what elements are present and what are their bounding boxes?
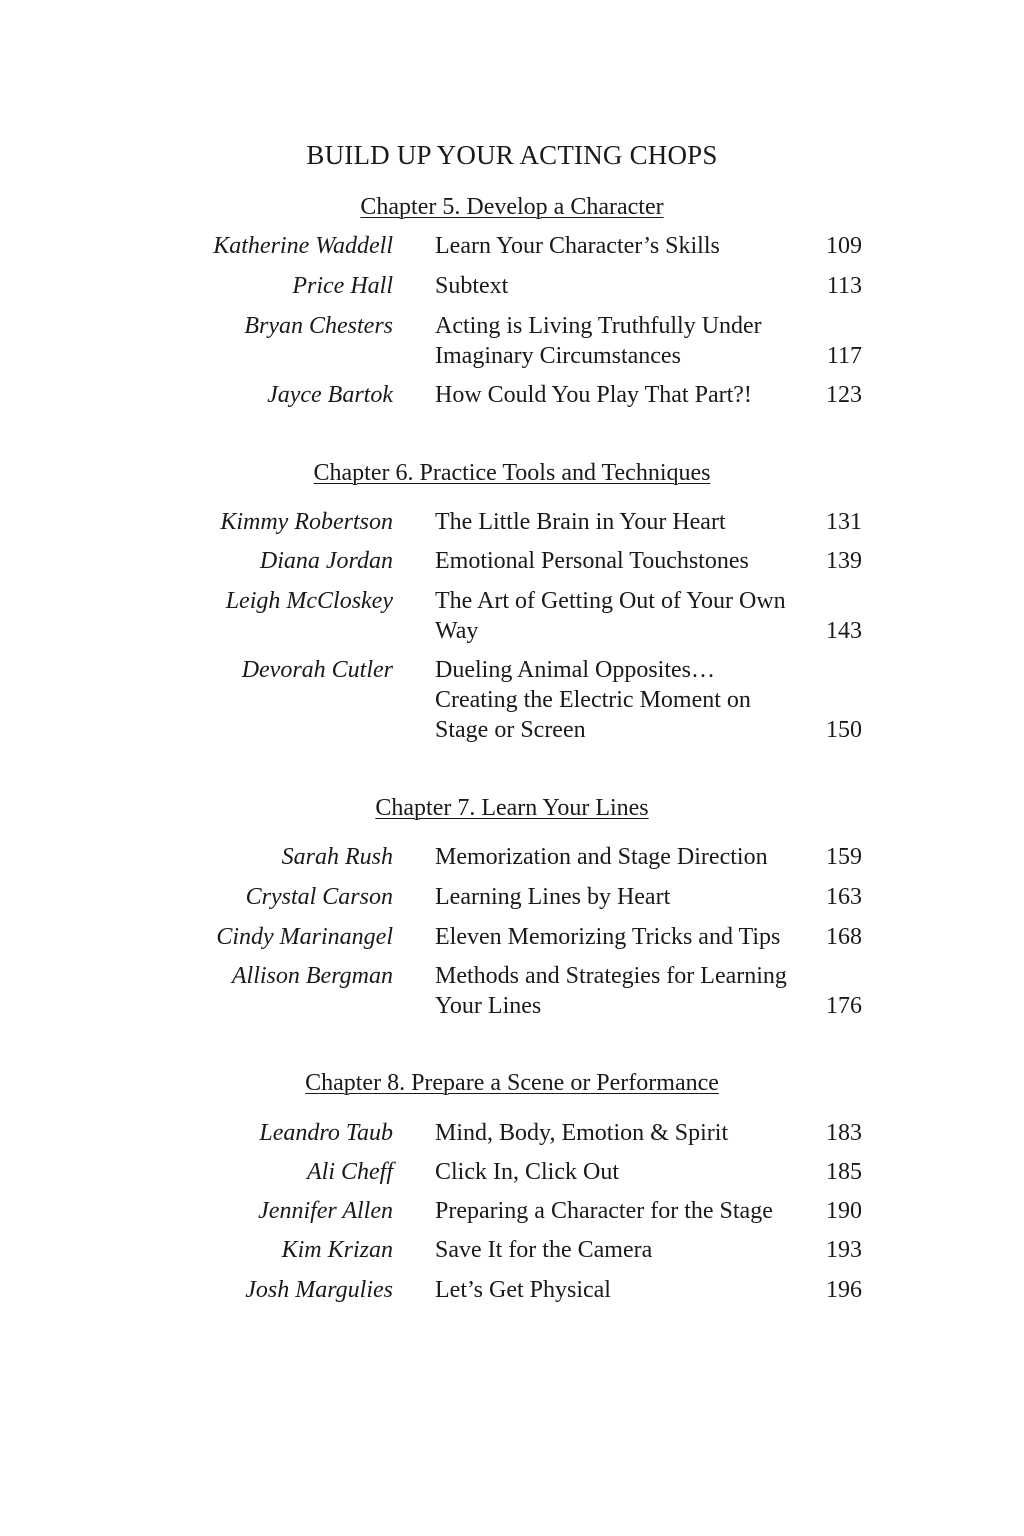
entry-title: Acting is Living Truthfully Under Imaginary Circumstances <box>435 313 762 369</box>
entry-page: 176 <box>826 993 862 1019</box>
entry-author: Leigh McCloskey <box>225 588 393 614</box>
entry-title: How Could You Play That Part?! <box>435 382 752 408</box>
entry-author: Kimmy Robertson <box>220 509 393 535</box>
toc-entry <box>0 1196 1024 1235</box>
entry-title: Mind, Body, Emotion & Spirit <box>435 1120 729 1146</box>
entry-author: Devorah Cutler <box>241 657 393 683</box>
entry-author: Josh Margulies <box>245 1277 393 1303</box>
entry-author: Bryan Chesters <box>244 313 393 339</box>
chapter-heading: Chapter 5. Develop a Character <box>360 194 664 220</box>
entry-page: 159 <box>826 844 862 870</box>
entry-page: 143 <box>826 618 862 644</box>
entry-author: Allison Bergman <box>231 963 393 989</box>
entry-page: 183 <box>826 1120 862 1146</box>
entry-page: 109 <box>826 233 862 259</box>
entry-title: Dueling Animal Opposites… Creating the Electric Moment on Stage or Screen <box>435 657 751 743</box>
entry-page: 150 <box>826 717 862 743</box>
entry-author: Cindy Marinangel <box>216 924 393 950</box>
chapter-8 <box>0 1068 1024 1315</box>
toc-entry <box>0 507 1024 546</box>
toc-entry <box>0 231 1024 271</box>
entry-page: 193 <box>826 1237 862 1263</box>
entry-title: Save It for the Camera <box>435 1237 653 1263</box>
toc-entry <box>0 380 1024 420</box>
entry-author: Jennifer Allen <box>258 1198 393 1224</box>
entry-author: Ali Cheff <box>307 1159 393 1185</box>
chapter-heading: Chapter 7. Learn Your Lines <box>375 795 649 821</box>
toc-entry <box>0 655 1024 755</box>
toc-entry <box>0 311 1024 380</box>
toc-entry <box>0 882 1024 922</box>
entry-author: Leandro Taub <box>259 1120 393 1146</box>
entry-title: Click In, Click Out <box>435 1159 619 1185</box>
entry-page: 131 <box>826 509 862 535</box>
chapter-heading: Chapter 6. Practice Tools and Techniques <box>313 460 711 486</box>
entry-title: Subtext <box>435 273 509 299</box>
entry-author: Kim Krizan <box>281 1237 393 1263</box>
book-title: BUILD UP YOUR ACTING CHOPS <box>306 140 718 170</box>
entry-author: Jayce Bartok <box>267 382 393 408</box>
chapter-5 <box>0 192 1024 420</box>
chapter-6 <box>0 458 1024 755</box>
entry-title: Preparing a Character for the Stage <box>435 1198 773 1224</box>
entry-title: Methods and Strategies for Learning Your Lines <box>435 963 787 1019</box>
entry-title: Memorization and Stage Direction <box>435 844 768 870</box>
entry-title: Learn Your Character’s Skills <box>435 233 720 259</box>
entry-author: Diana Jordan <box>259 548 393 574</box>
entry-author: Sarah Rush <box>281 844 393 870</box>
entry-title: The Art of Getting Out of Your Own Way <box>435 588 786 644</box>
chapter-7 <box>0 793 1024 1031</box>
toc-entry <box>0 271 1024 311</box>
entry-page: 163 <box>826 884 862 910</box>
toc-entry <box>0 1118 1024 1157</box>
entry-page: 117 <box>826 343 862 369</box>
entry-title: Emotional Personal Touchstones <box>435 548 749 574</box>
entry-page: 190 <box>826 1198 862 1224</box>
toc-entry <box>0 1157 1024 1196</box>
entry-page: 168 <box>826 924 862 950</box>
toc-entry <box>0 842 1024 882</box>
entry-page: 196 <box>826 1277 862 1303</box>
entry-title: Learning Lines by Heart <box>435 884 671 910</box>
toc-entry <box>0 961 1024 1031</box>
entry-title: Let’s Get Physical <box>435 1277 611 1303</box>
toc-entry <box>0 1235 1024 1275</box>
entry-title: Eleven Memorizing Tricks and Tips <box>435 924 781 950</box>
entry-author: Price Hall <box>292 273 393 299</box>
entry-page: 123 <box>826 382 862 408</box>
chapter-heading: Chapter 8. Prepare a Scene or Performance <box>305 1070 719 1096</box>
toc-entry <box>0 586 1024 655</box>
toc-entry <box>0 546 1024 586</box>
entry-page: 113 <box>826 273 862 299</box>
toc-entry <box>0 1275 1024 1315</box>
entry-author: Crystal Carson <box>245 884 393 910</box>
entry-page: 185 <box>826 1159 862 1185</box>
entry-title: The Little Brain in Your Heart <box>435 509 726 535</box>
toc-entry <box>0 922 1024 961</box>
entry-page: 139 <box>826 548 862 574</box>
entry-author: Katherine Waddell <box>213 233 393 259</box>
